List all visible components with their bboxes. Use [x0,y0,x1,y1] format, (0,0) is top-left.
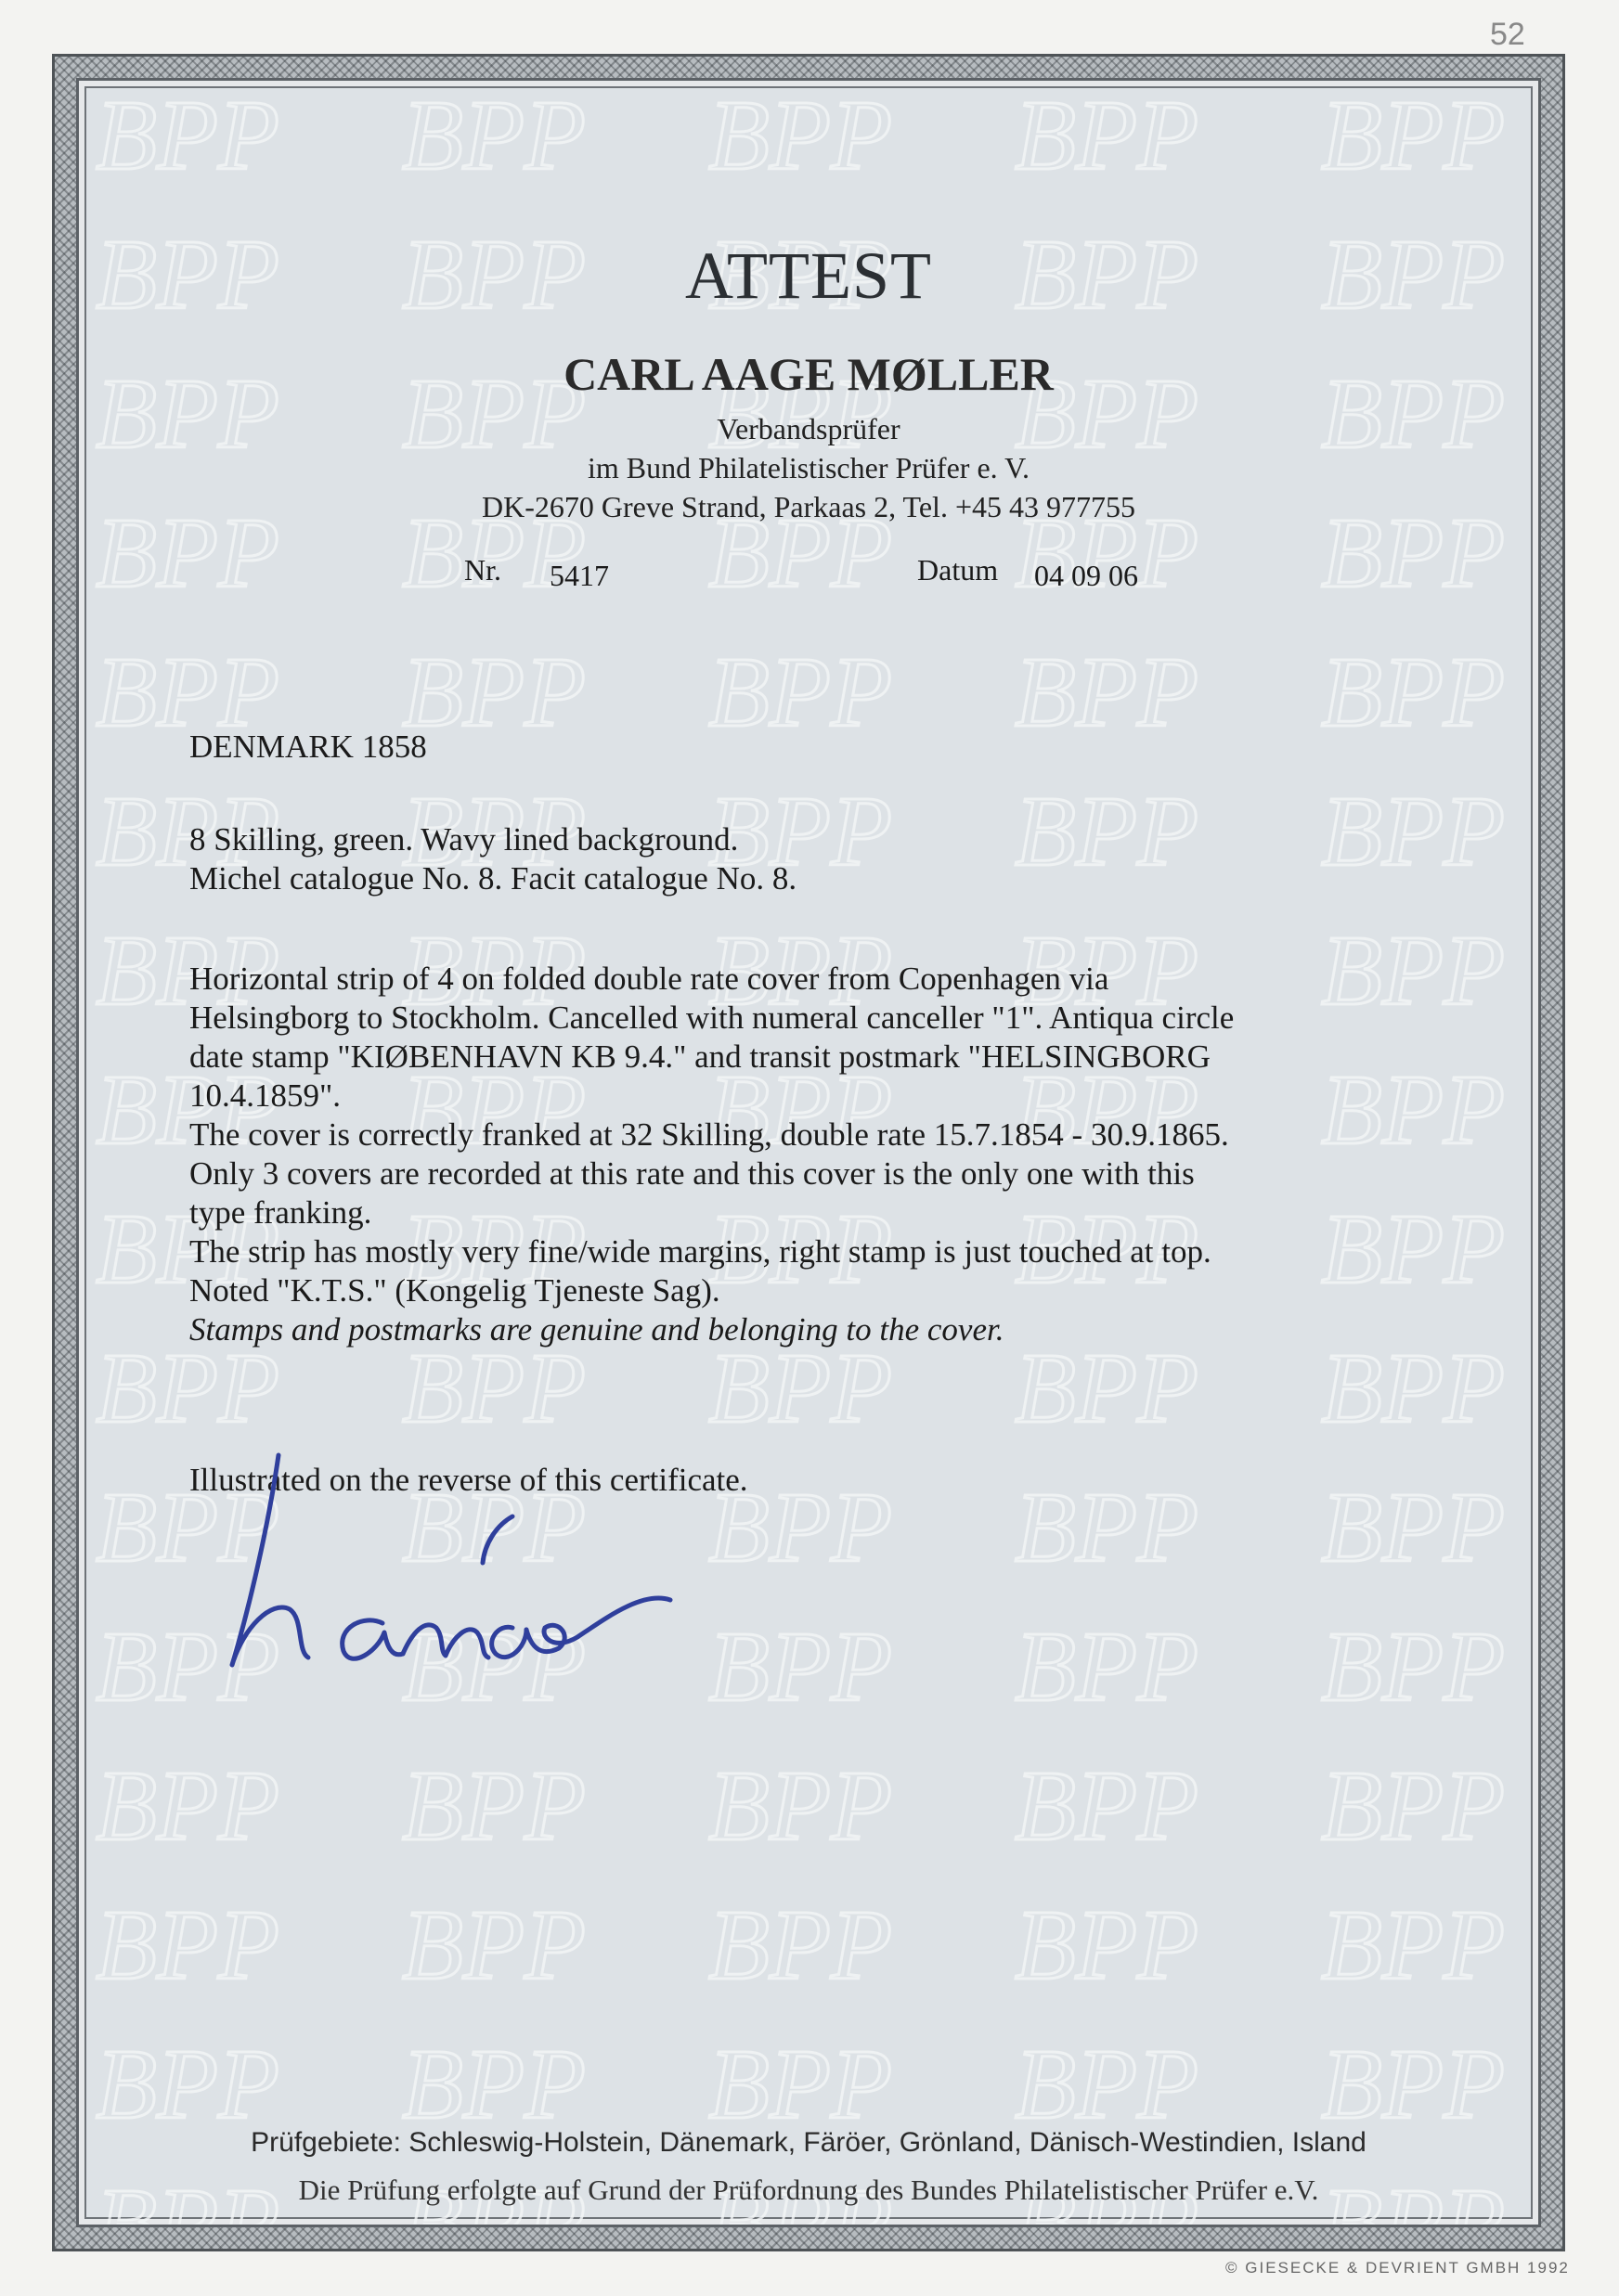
stamp-description [189,820,1508,898]
genuine-statement: Stamps and postmarks are genuine and belonging to the cover. [189,1311,1004,1348]
description-line: Michel catalogue No. 8. Facit catalogue No. 8. [189,860,797,896]
cover-details [189,960,1508,1349]
detail-line: Helsingborg to Stockholm. Cancelled with numeral canceller "1". Antiqua circle [189,1000,1235,1036]
detail-line: The strip has mostly very fine/wide margins, right stamp is just touched at top. [189,1233,1211,1270]
examiner-association: im Bund Philatelistischer Prüfer e. V. [587,451,1030,484]
examiner-role: Verbandsprüfer [717,412,900,445]
detail-line: date stamp "KIØBENHAVN KB 9.4." and transit postmark "HELSINGBORG [189,1038,1211,1075]
certificate-title: ATTEST [685,239,932,313]
examination-rules: Die Prüfung erfolgte auf Grund der Prüfordnung des Bundes Philatelistischer Prüfer e.V. [298,2173,1319,2206]
certificate-content [76,78,1541,2227]
date-label: Datum [917,553,999,587]
country-year: DENMARK 1858 [189,729,427,765]
corner-note: 52 [1490,17,1525,52]
detail-line: type franking. [189,1194,372,1231]
detail-line: Noted "K.T.S." (Kongelig Tjeneste Sag). [189,1272,720,1309]
examiner-address: DK-2670 Greve Strand, Parkaas 2, Tel. +45 43 977755 [482,490,1135,523]
examination-areas: Prüfgebiete: Schleswig-Holstein, Dänemark, Färöer, Grönland, Dänisch-Westindien, Island [251,2127,1366,2158]
detail-line: Only 3 covers are recorded at this rate and this cover is the only one with this [189,1155,1195,1192]
number-value: 5417 [550,559,609,592]
number-label: Nr. [464,553,501,587]
illustrated-note: Illustrated on the reverse of this certificate. [189,1462,748,1498]
date-value: 04 09 06 [1034,559,1138,592]
signature [206,1451,782,1730]
detail-line: The cover is correctly franked at 32 Skilling, double rate 15.7.1854 - 30.9.1865. [189,1116,1229,1153]
detail-line: 10.4.1859". [189,1077,342,1114]
printer-imprint: © GIESECKE & DEVRIENT GMBH 1992 [1225,2259,1570,2277]
examiner-name: CARL AAGE MØLLER [563,348,1054,400]
detail-line: Horizontal strip of 4 on folded double rate cover from Copenhagen via [189,961,1109,997]
description-line: 8 Skilling, green. Wavy lined background. [189,821,739,858]
